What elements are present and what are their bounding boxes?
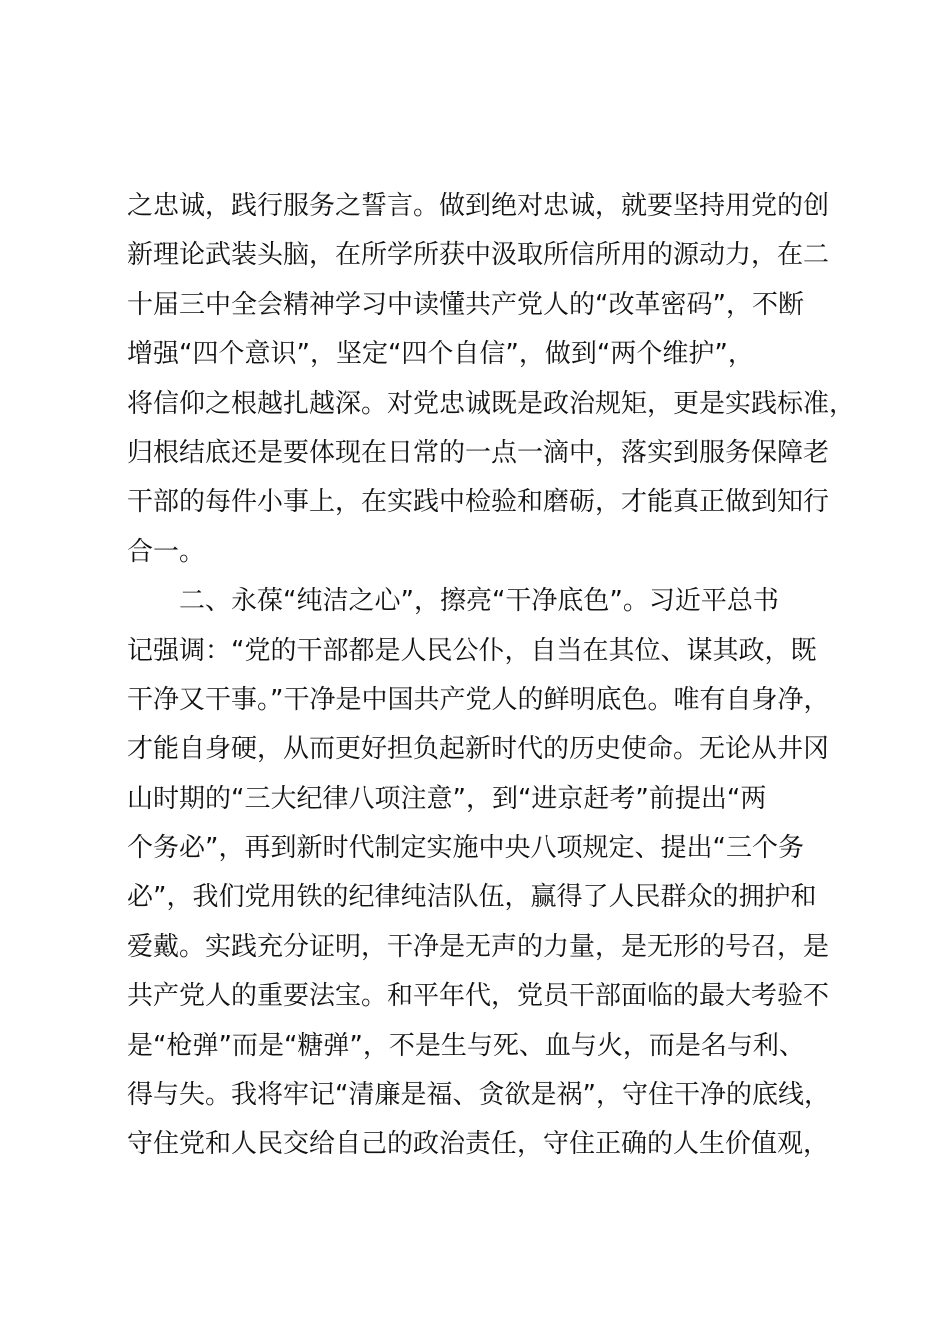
paragraph-loyalty (127, 182, 867, 577)
text-line: 守住党和人民交给自己的政治责任，守住正确的人生价值观， (127, 1129, 830, 1160)
text-line: 十届三中全会精神学习中读懂共产党人的“改革密码”，不断 (127, 289, 804, 320)
text-line: 爱戴。实践充分证明，干净是无声的力量，是无形的号召，是 (127, 931, 830, 962)
text-line: 将信仰之根越扎越深。对党忠诚既是政治规矩，更是实践标准， (127, 388, 856, 419)
text-line: 归根结底还是要体现在日常的一点一滴中，落实到服务保障老 (127, 437, 830, 468)
text-line: 得与失。我将牢记“清廉是福、贪欲是祸”，守住干净的底线， (127, 1080, 830, 1111)
text-line: 山时期的“三大纪律八项注意”，到“进京赶考”前提出“两 (127, 783, 767, 814)
text-line: 个务必”，再到新时代制定实施中央八项规定、提出“三个务 (127, 833, 804, 864)
section-heading-line: 二、永葆“纯洁之心”，擦亮“干净底色”。习近平总书 (179, 586, 779, 617)
text-line: 记强调：“党的干部都是人民公仆，自当在其位、谋其政，既 (127, 635, 817, 666)
text-line: 必”，我们党用铁的纪律纯洁队伍，赢得了人民群众的拥护和 (127, 882, 817, 913)
text-line: 才能自身硬，从而更好担负起新时代的历史使命。无论从井冈 (127, 734, 830, 765)
text-line: 合一。 (127, 536, 206, 567)
paragraph-purity (127, 577, 867, 1170)
text-line: 增强“四个意识”，坚定“四个自信”，做到“两个维护”， (127, 339, 754, 370)
text-line: 干部的每件小事上，在实践中检验和磨砺，才能真正做到知行 (127, 487, 830, 518)
text-line: 之忠诚，践行服务之誓言。做到绝对忠诚，就要坚持用党的创 (127, 191, 830, 221)
text-line: 干净又干事。”干净是中国共产党人的鲜明底色。唯有自身净， (127, 684, 830, 715)
text-line: 是“枪弹”而是“糖弹”，不是生与死、血与火，而是名与利、 (127, 1030, 805, 1061)
text-line: 新理论武装头脑，在所学所获中汲取所信所用的源动力，在二 (127, 240, 830, 271)
body-text (127, 182, 867, 1170)
text-line: 共产党人的重要法宝。和平年代，党员干部面临的最大考验不 (127, 981, 830, 1012)
